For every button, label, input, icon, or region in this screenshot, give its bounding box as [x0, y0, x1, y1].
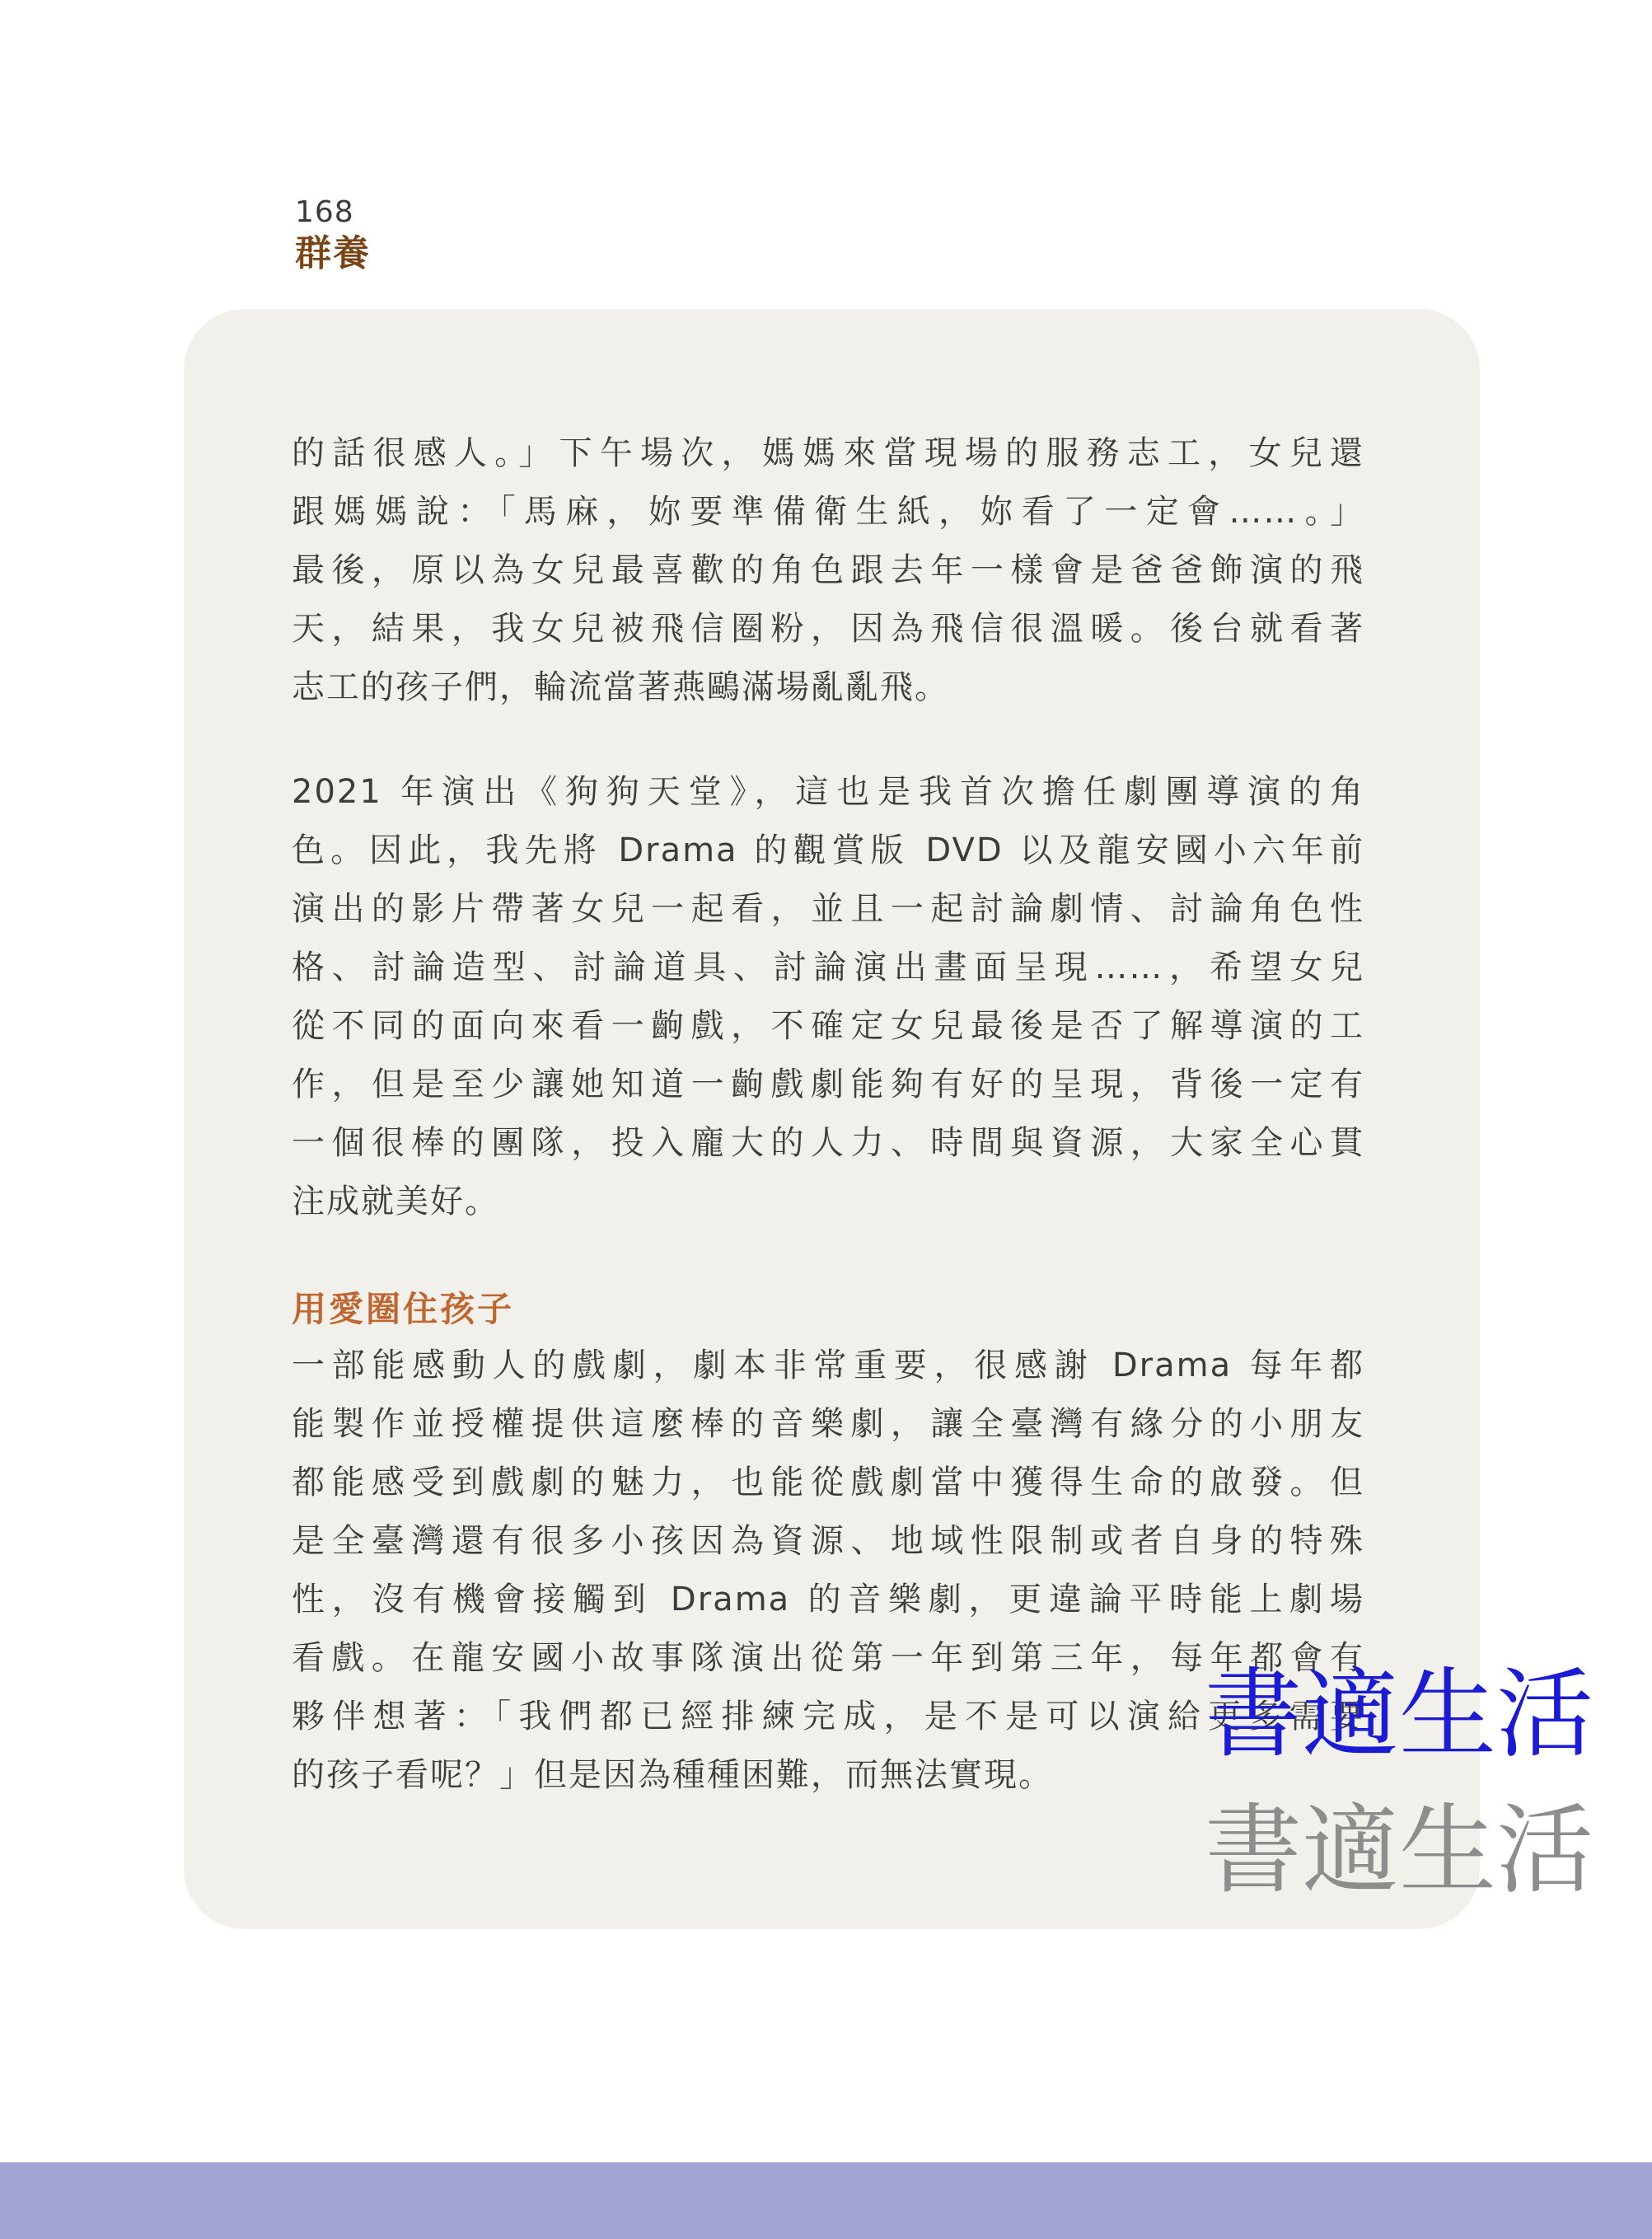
text-line: 是全臺灣還有很多小孩因為資源、地域性限制或者自身的特殊 [292, 1522, 1364, 1560]
page-header [295, 194, 371, 277]
text-line: 的孩子看呢？」但是因為種種困難，而無法實現。 [292, 1756, 1053, 1794]
paragraph-2 [292, 763, 1364, 1231]
text-line: 一部能感動人的戲劇，劇本非常重要，很感謝 Drama 每年都 [292, 1347, 1364, 1384]
article-body [292, 424, 1364, 1805]
text-line: 夥伴想著：「我們都已經排練完成，是不是可以演給更多需要 [292, 1698, 1364, 1735]
footer-band [0, 2162, 1652, 2239]
text-line: 從不同的面向來看一齣戲，不確定女兒最後是否了解導演的工 [292, 1007, 1364, 1045]
section-name: 群養 [295, 232, 371, 274]
text-line: 2021 年演出《狗狗天堂》，這也是我首次擔任劇團導演的角 [292, 773, 1364, 811]
text-line: 注成就美好。 [292, 1183, 499, 1220]
text-line: 色。因此，我先將 Drama 的觀賞版 DVD 以及龍安國小六年前 [292, 831, 1364, 869]
text-line: 格、討論造型、討論道具、討論演出畫面呈現……，希望女兒 [292, 949, 1364, 986]
text-line: 跟媽媽說：「馬麻，妳要準備衛生紙，妳看了一定會……。」 [292, 493, 1364, 531]
text-line: 演出的影片帶著女兒一起看，並且一起討論劇情、討論角色性 [292, 890, 1364, 928]
watermark-blue: 書適生活 [1205, 1657, 1594, 1771]
text-line: 一個很棒的團隊，投入龐大的人力、時間與資源，大家全心貫 [292, 1124, 1364, 1162]
text-line: 最後，原以為女兒最喜歡的角色跟去年一樣會是爸爸飾演的飛 [292, 551, 1364, 589]
text-line: 作，但是至少讓她知道一齣戲劇能夠有好的呈現，背後一定有 [292, 1066, 1364, 1103]
text-line: 志工的孩子們，輪流當著燕鷗滿場亂亂飛。 [292, 668, 949, 706]
text-line: 天，結果，我女兒被飛信圈粉，因為飛信很溫暖。後台就看著 [292, 610, 1364, 648]
paragraph-1 [292, 424, 1364, 717]
text-line: 性，沒有機會接觸到 Drama 的音樂劇，更違論平時能上劇場 [292, 1581, 1364, 1618]
text-line: 的話很感人。」下午場次，媽媽來當現場的服務志工，女兒還 [292, 434, 1364, 472]
paragraph-3 [292, 1337, 1364, 1805]
text-line: 都能感受到戲劇的魅力，也能從戲劇當中獲得生命的啟發。但 [292, 1464, 1364, 1501]
page-number: 168 [295, 195, 354, 229]
section-heading: 用愛圈住孩子 [292, 1289, 515, 1329]
text-line: 看戲。在龍安國小故事隊演出從第一年到第三年，每年都會有 [292, 1639, 1364, 1677]
text-line: 能製作並授權提供這麼棒的音樂劇，讓全臺灣有緣分的小朋友 [292, 1405, 1364, 1443]
watermark-gray: 書適生活 [1205, 1793, 1594, 1907]
